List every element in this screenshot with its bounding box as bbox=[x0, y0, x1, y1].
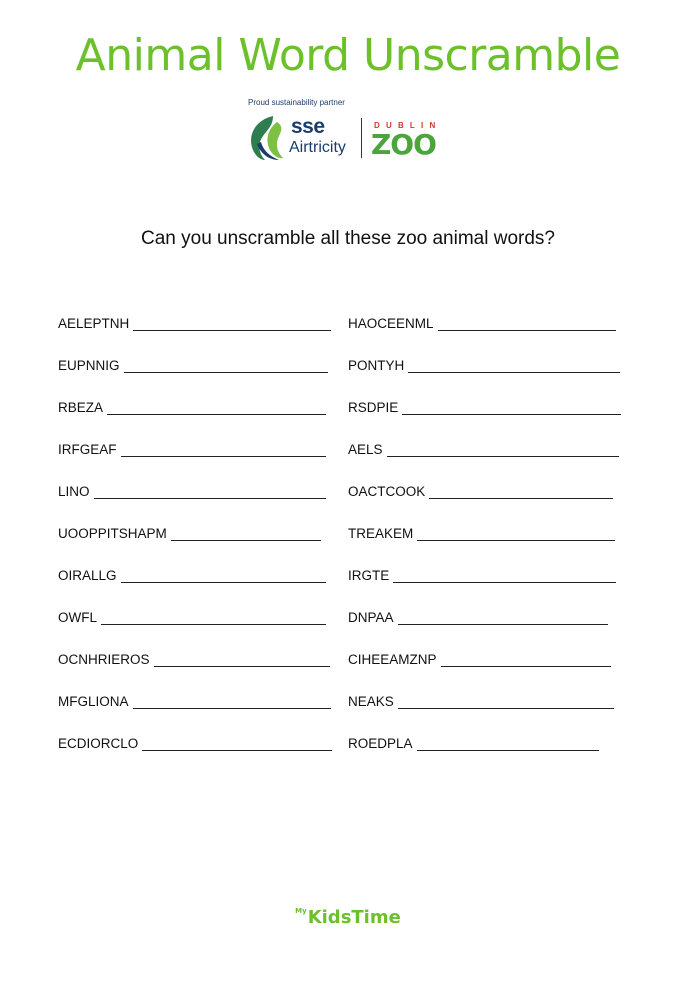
scrambled-word: ECDIORCLO bbox=[58, 736, 139, 751]
answer-line[interactable] bbox=[142, 740, 332, 751]
scrambled-word: TREAKEM bbox=[348, 526, 414, 541]
list-item bbox=[348, 358, 620, 378]
logo-divider bbox=[361, 118, 362, 158]
scrambled-word: LINO bbox=[58, 484, 90, 499]
answer-line[interactable] bbox=[107, 404, 326, 415]
answer-line[interactable] bbox=[94, 488, 326, 499]
scrambled-word: UOOPPITSHAPM bbox=[58, 526, 167, 541]
answer-line[interactable] bbox=[417, 530, 615, 541]
list-item bbox=[58, 358, 328, 378]
list-item bbox=[348, 442, 619, 462]
page-title: Animal Word Unscramble bbox=[75, 30, 621, 81]
sse-wordmark: sse bbox=[291, 115, 325, 138]
scrambled-word: OWFL bbox=[58, 610, 97, 625]
list-item bbox=[58, 484, 326, 504]
footer-logo-prefix: My bbox=[295, 907, 307, 915]
answer-line[interactable] bbox=[398, 698, 614, 709]
answer-line[interactable] bbox=[121, 446, 326, 457]
dublin-wordmark: DUBLIN bbox=[374, 121, 442, 130]
scrambled-word: OACTCOOK bbox=[348, 484, 426, 499]
answer-line[interactable] bbox=[154, 656, 330, 667]
answer-line[interactable] bbox=[408, 362, 620, 373]
answer-line[interactable] bbox=[121, 572, 326, 583]
list-item bbox=[58, 694, 331, 714]
answer-line[interactable] bbox=[133, 698, 331, 709]
scrambled-word: OIRALLG bbox=[58, 568, 117, 583]
list-item bbox=[348, 694, 614, 714]
scrambled-word: OCNHRIEROS bbox=[58, 652, 150, 667]
scrambled-word: PONTYH bbox=[348, 358, 405, 373]
footer-logo-brand: KidsTime bbox=[307, 907, 401, 928]
answer-line[interactable] bbox=[133, 320, 331, 331]
scrambled-word: AELS bbox=[348, 442, 383, 457]
answer-line[interactable] bbox=[417, 740, 599, 751]
list-item bbox=[348, 610, 608, 630]
zoo-wordmark: ZOO bbox=[371, 128, 436, 161]
scrambled-word: EUPNNIG bbox=[58, 358, 120, 373]
list-item bbox=[348, 316, 616, 336]
list-item bbox=[58, 442, 326, 462]
answer-line[interactable] bbox=[438, 320, 616, 331]
partner-tagline: Proud sustainability partner bbox=[248, 98, 345, 107]
scrambled-word: CIHEEAMZNP bbox=[348, 652, 437, 667]
list-item bbox=[348, 484, 613, 504]
answer-line[interactable] bbox=[124, 362, 328, 373]
answer-line[interactable] bbox=[101, 614, 326, 625]
list-item bbox=[348, 736, 599, 756]
scrambled-word: IRGTE bbox=[348, 568, 390, 583]
list-item bbox=[348, 400, 621, 420]
airtricity-wordmark: Airtricity bbox=[289, 139, 346, 156]
scrambled-word: HAOCEENML bbox=[348, 316, 434, 331]
answer-line[interactable] bbox=[429, 488, 613, 499]
scrambled-word: ROEDPLA bbox=[348, 736, 413, 751]
list-item bbox=[348, 526, 615, 546]
list-item bbox=[348, 652, 611, 672]
scrambled-word: DNPAA bbox=[348, 610, 394, 625]
scrambled-word: RBEZA bbox=[58, 400, 104, 415]
list-item bbox=[58, 526, 321, 546]
answer-line[interactable] bbox=[171, 530, 321, 541]
list-item bbox=[58, 568, 326, 588]
scrambled-word: MFGLIONA bbox=[58, 694, 129, 709]
answer-line[interactable] bbox=[398, 614, 608, 625]
scrambled-word: IRFGEAF bbox=[58, 442, 117, 457]
answer-line[interactable] bbox=[402, 404, 621, 415]
list-item bbox=[58, 316, 331, 336]
scrambled-word: RSDPIE bbox=[348, 400, 399, 415]
question-text: Can you unscramble all these zoo animal words? bbox=[141, 228, 555, 249]
list-item bbox=[58, 652, 330, 672]
answer-line[interactable] bbox=[441, 656, 611, 667]
scrambled-word: NEAKS bbox=[348, 694, 394, 709]
scrambled-word: AELEPTNH bbox=[58, 316, 130, 331]
answer-line[interactable] bbox=[393, 572, 616, 583]
list-item bbox=[58, 400, 326, 420]
list-item bbox=[348, 568, 616, 588]
list-item bbox=[58, 610, 326, 630]
list-item bbox=[58, 736, 332, 756]
answer-line[interactable] bbox=[387, 446, 619, 457]
footer-logo bbox=[0, 907, 696, 928]
